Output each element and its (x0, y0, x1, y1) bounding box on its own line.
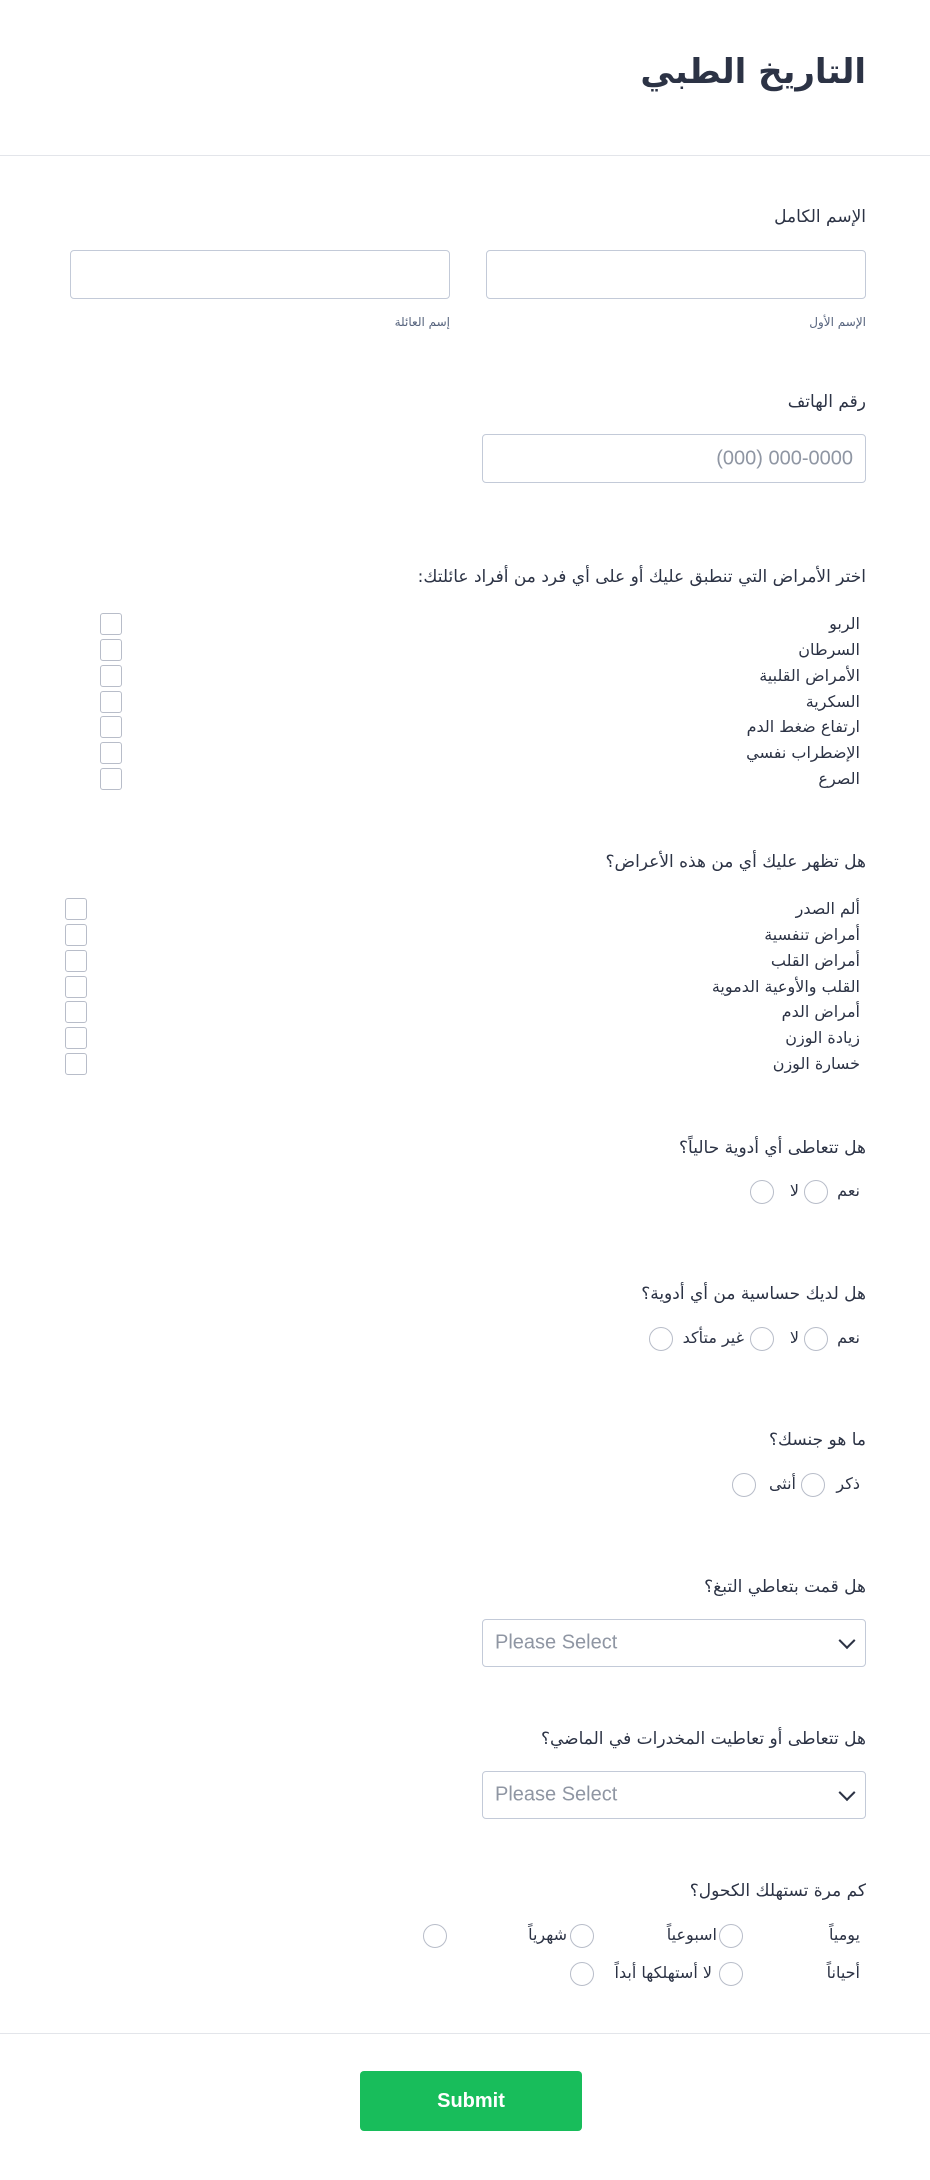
last-name-sublabel: إسم العائلة (394, 315, 450, 329)
symptom-option: أمراض تنفسية (764, 925, 860, 944)
gender-radio-male[interactable] (801, 1473, 825, 1497)
drugs-label: هل تتعاطى أو تعاطيت المخدرات في الماضي؟ (540, 1729, 866, 1749)
alcohol-option: شهرياً (528, 1925, 567, 1944)
alcohol-option: يومياً (829, 1925, 860, 1944)
medications-label: هل تتعاطى أي أدوية حالياً؟ (679, 1138, 866, 1158)
smoking-select[interactable] (482, 1619, 866, 1667)
symptom-option: أمراض القلب (770, 951, 860, 970)
phone-placeholder: (000) 000-0000 (716, 447, 853, 469)
condition-option: السرطان (798, 640, 860, 659)
alcohol-option: اسبوعياً (666, 1925, 717, 1944)
alcohol-option: أحياناً (826, 1963, 860, 1982)
symptom-checkbox[interactable] (65, 950, 87, 972)
symptom-option: القلب والأوعية الدموية (711, 977, 860, 996)
condition-checkbox[interactable] (100, 716, 122, 738)
condition-checkbox[interactable] (100, 768, 122, 790)
condition-option: الإضطراب نفسي (746, 743, 860, 762)
alcohol-radio[interactable] (423, 1924, 447, 1948)
drugs-select[interactable] (482, 1771, 866, 1819)
symptom-option: خسارة الوزن (772, 1054, 860, 1073)
symptoms-label: هل تظهر عليك أي من هذه الأعراض؟ (605, 852, 866, 872)
allergies-option-yes: نعم (837, 1328, 860, 1347)
symptom-option: ألم الصدر (795, 899, 860, 918)
condition-option: السكرية (805, 692, 860, 711)
condition-option: ارتفاع ضغط الدم (746, 717, 860, 736)
condition-option: الأمراض القلبية (759, 666, 860, 685)
smoking-select-value: Please Select (495, 1631, 618, 1654)
alcohol-radio[interactable] (719, 1924, 743, 1948)
alcohol-radio[interactable] (570, 1924, 594, 1948)
symptom-checkbox[interactable] (65, 976, 87, 998)
gender-label: ما هو جنسك؟ (769, 1430, 866, 1450)
symptom-checkbox[interactable] (65, 924, 87, 946)
condition-option: الصرع (818, 769, 860, 788)
symptom-checkbox[interactable] (65, 898, 87, 920)
conditions-label: اختر الأمراض التي تنطبق عليك أو على أي فرد من أفراد عائلتك: (417, 567, 866, 587)
condition-checkbox[interactable] (100, 742, 122, 764)
condition-checkbox[interactable] (100, 691, 122, 713)
medications-radio-no[interactable] (750, 1180, 774, 1204)
condition-option: الربو (829, 614, 860, 633)
condition-checkbox[interactable] (100, 613, 122, 635)
chevron-down-icon (839, 1632, 856, 1649)
smoking-label: هل قمت بتعاطي التبغ؟ (704, 1577, 866, 1597)
full-name-label: الإسم الكامل (774, 207, 866, 227)
allergies-label: هل لديك حساسية من أي أدوية؟ (641, 1284, 866, 1304)
submit-button[interactable]: Submit (360, 2071, 582, 2131)
symptom-checkbox[interactable] (65, 1001, 87, 1023)
header-divider (0, 155, 930, 156)
last-name-input[interactable] (70, 250, 450, 299)
medications-option-yes: نعم (837, 1181, 860, 1200)
symptom-option: زيادة الوزن (785, 1028, 860, 1047)
chevron-down-icon (839, 1784, 856, 1801)
first-name-input[interactable] (486, 250, 866, 299)
allergies-option-no: لا (789, 1328, 799, 1347)
phone-label: رقم الهاتف (787, 392, 866, 412)
condition-checkbox[interactable] (100, 665, 122, 687)
symptom-checkbox[interactable] (65, 1053, 87, 1075)
alcohol-radio[interactable] (719, 1962, 743, 1986)
form-title: التاريخ الطبي (640, 52, 866, 92)
alcohol-radio[interactable] (570, 1962, 594, 1986)
condition-checkbox[interactable] (100, 639, 122, 661)
allergies-option-unsure: غير متأكد (682, 1328, 744, 1347)
gender-option-female: أنثى (768, 1474, 796, 1493)
symptom-option: أمراض الدم (781, 1002, 860, 1021)
gender-radio-female[interactable] (732, 1473, 756, 1497)
medications-option-no: لا (789, 1181, 799, 1200)
allergies-radio-yes[interactable] (804, 1327, 828, 1351)
gender-option-male: ذكر (836, 1474, 860, 1493)
symptom-checkbox[interactable] (65, 1027, 87, 1049)
allergies-radio-no[interactable] (750, 1327, 774, 1351)
drugs-select-value: Please Select (495, 1783, 618, 1806)
alcohol-label: كم مرة تستهلك الكحول؟ (689, 1881, 866, 1901)
footer-divider (0, 2033, 930, 2034)
medications-radio-yes[interactable] (804, 1180, 828, 1204)
allergies-radio-unsure[interactable] (649, 1327, 673, 1351)
first-name-sublabel: الإسم الأول (809, 315, 866, 329)
phone-input[interactable] (482, 434, 866, 483)
alcohol-option: لا أستهلكها أبداً (614, 1963, 712, 1982)
